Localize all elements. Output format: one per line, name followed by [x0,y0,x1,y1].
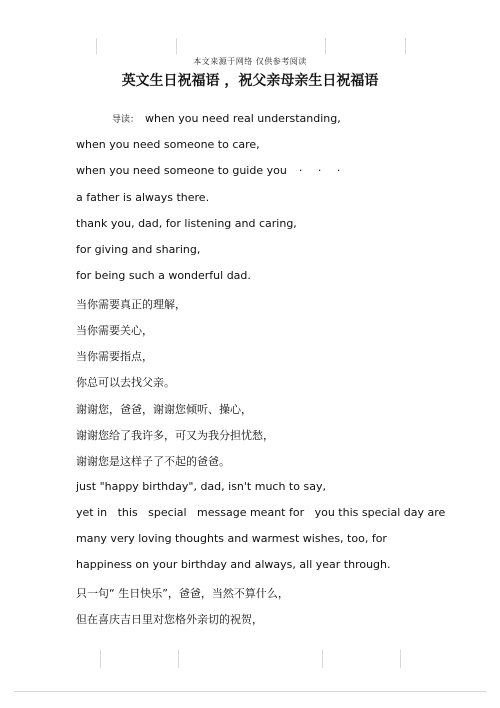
frame-line-bottom-mid2 [322,650,323,668]
text-line: 当你需要指点， [76,350,153,363]
text-line: 当你需要真正的理解， [76,298,186,311]
text-line: for being such a wonderful dad. [76,269,251,282]
text-line: thank you, dad, for listening and caring, [76,217,297,230]
frame-line-bottom-left [100,650,101,668]
text-line: 谢谢您是这样子了不起的爸爸。 [76,455,230,468]
text-line: 你总可以去找父亲。 [76,376,175,389]
text-line: a father is always there. [76,191,210,204]
frame-line-top-mid1 [176,38,177,54]
intro-text: when you need real understanding, [145,112,341,125]
ellipsis-dots: · · · [298,164,347,177]
frame-line-top-mid2 [325,38,326,54]
text-line: for giving and sharing, [76,243,201,256]
text-line: 谢谢您给了我许多，可又为我分担忧愁， [76,429,274,442]
text-line: 只一句“ 生日快乐”，爸爸，当然不算什么， [76,587,289,600]
frame-line-bottom-right [400,650,401,668]
text-line: happiness on your birthday and always, all year through. [76,558,391,571]
frame-line-top-right [405,38,406,54]
intro-label: 导读： [112,115,140,125]
text-line: many very loving thoughts and warmest wishes, too, for [76,532,387,545]
document-title: 英文生日祝福语 ，祝父亲母亲生日祝福语 [121,73,379,89]
text-line: yet in this special message meant for you this special day are [76,506,446,519]
frame-line-bottom-mid1 [178,650,179,668]
text-line [76,164,346,177]
text-line: when you need someone to care, [76,138,260,151]
text-line: 但在喜庆吉日里对您格外亲切的祝贺， [76,613,263,626]
header-note: 本文来源于网络 仅供参考阅读 [193,57,307,66]
text-line: 当你需要关心， [76,324,153,337]
frame-line-bottom-rule [14,691,486,692]
intro-line [112,112,341,125]
text-line: 谢谢您，爸爸，谢谢您倾听、操心， [76,403,252,416]
text-line: just "happy birthday", dad, isn't much to say, [76,480,326,493]
text-line-content: when you need someone to guide you [76,164,287,177]
frame-line-top-left [96,38,97,54]
